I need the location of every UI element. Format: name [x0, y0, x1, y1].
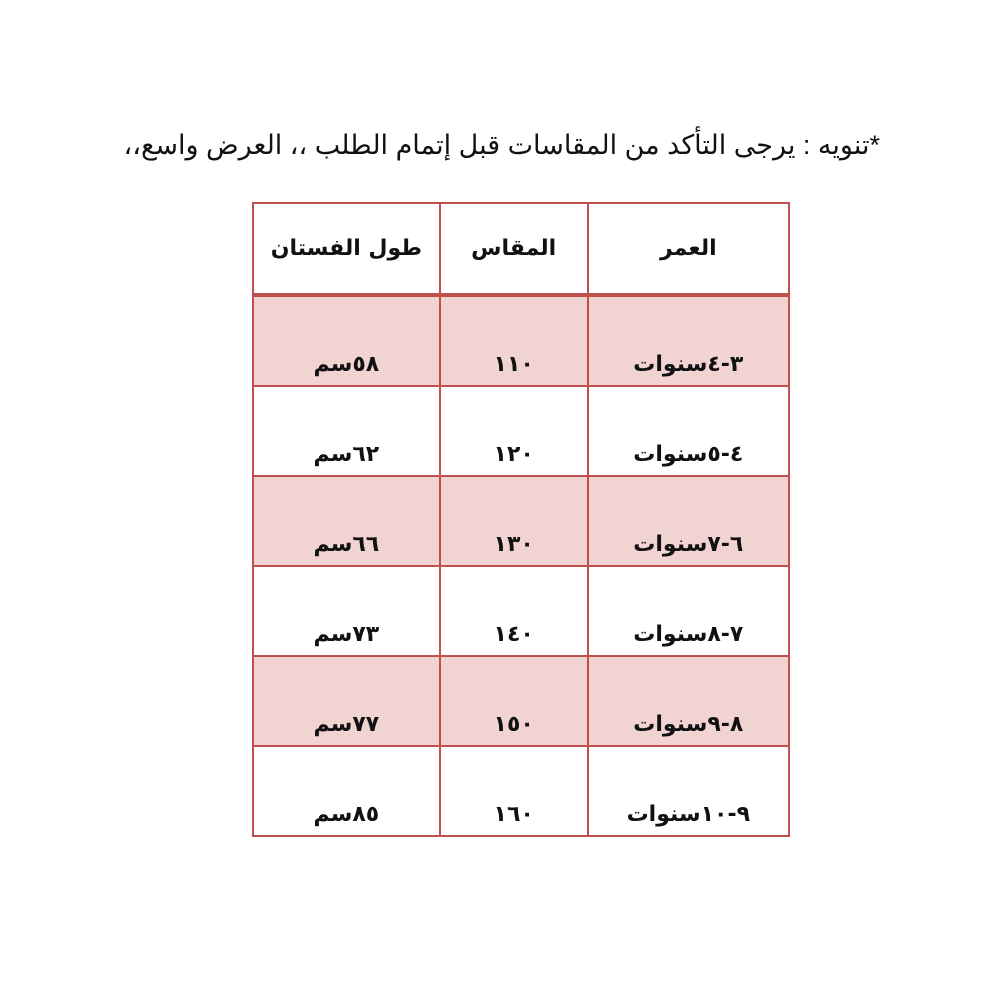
size-chart-table: [252, 202, 790, 837]
cell-size: ١٢٠: [440, 386, 588, 476]
cell-length: ٧٧سم: [253, 656, 440, 746]
cell-length: ٥٨سم: [253, 295, 440, 386]
cell-length: ٦٢سم: [253, 386, 440, 476]
cell-size: ١٤٠: [440, 566, 588, 656]
table-row: [253, 566, 789, 656]
cell-length: ٨٥سم: [253, 746, 440, 836]
table-header-row: [253, 203, 789, 295]
header-size: المقاس: [440, 203, 588, 295]
cell-size: ١٥٠: [440, 656, 588, 746]
table-row: [253, 746, 789, 836]
table-row: [253, 295, 789, 386]
cell-size: ١٣٠: [440, 476, 588, 566]
cell-age: ٤-٥سنوات: [588, 386, 789, 476]
cell-age: ٧-٨سنوات: [588, 566, 789, 656]
cell-size: ١١٠: [440, 295, 588, 386]
cell-age: ٩-١٠سنوات: [588, 746, 789, 836]
table-row: [253, 386, 789, 476]
cell-age: ٨-٩سنوات: [588, 656, 789, 746]
table-row: [253, 656, 789, 746]
table-row: [253, 476, 789, 566]
size-notice: *تنويه : يرجى التأكد من المقاسات قبل إتمام الطلب ،، العرض واسع،،: [123, 130, 880, 160]
cell-age: ٣-٤سنوات: [588, 295, 789, 386]
header-age: العمر: [588, 203, 789, 295]
cell-length: ٦٦سم: [253, 476, 440, 566]
cell-length: ٧٣سم: [253, 566, 440, 656]
header-length: طول الفستان: [253, 203, 440, 295]
cell-size: ١٦٠: [440, 746, 588, 836]
cell-age: ٦-٧سنوات: [588, 476, 789, 566]
